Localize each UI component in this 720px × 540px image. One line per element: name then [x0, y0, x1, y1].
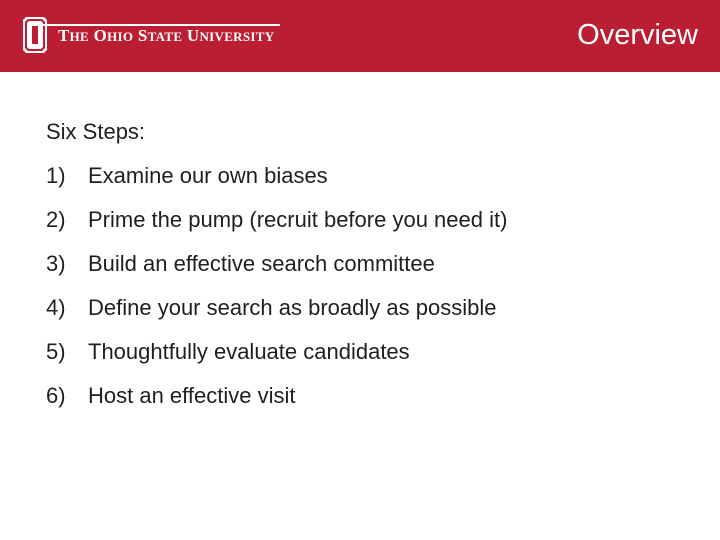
step-number: 5) — [46, 339, 66, 364]
step-number: 3) — [46, 251, 66, 276]
slide-body — [46, 118, 696, 426]
step-item — [46, 294, 696, 322]
step-text: Define your search as broadly as possible — [88, 295, 497, 320]
slide-header — [0, 0, 720, 72]
step-text: Thoughtfully evaluate candidates — [88, 339, 410, 364]
step-item — [46, 162, 696, 190]
steps-list — [46, 162, 696, 410]
step-text: Host an effective visit — [88, 383, 296, 408]
university-wordmark: THE OHIO STATE UNIVERSITY — [58, 25, 275, 45]
step-number: 4) — [46, 295, 66, 320]
slide-title: Overview — [577, 19, 698, 51]
intro-text: Six Steps: — [46, 119, 146, 144]
step-text: Build an effective search committee — [88, 251, 435, 276]
step-item — [46, 338, 696, 366]
step-item — [46, 250, 696, 278]
step-item — [46, 206, 696, 234]
university-logo — [22, 16, 274, 54]
block-o-icon — [22, 16, 48, 54]
step-number: 1) — [46, 163, 66, 188]
wordmark-underline — [36, 24, 280, 26]
step-item — [46, 382, 696, 410]
step-text: Examine our own biases — [88, 163, 328, 188]
step-number: 2) — [46, 207, 66, 232]
step-text: Prime the pump (recruit before you need it) — [88, 207, 508, 232]
step-number: 6) — [46, 383, 66, 408]
